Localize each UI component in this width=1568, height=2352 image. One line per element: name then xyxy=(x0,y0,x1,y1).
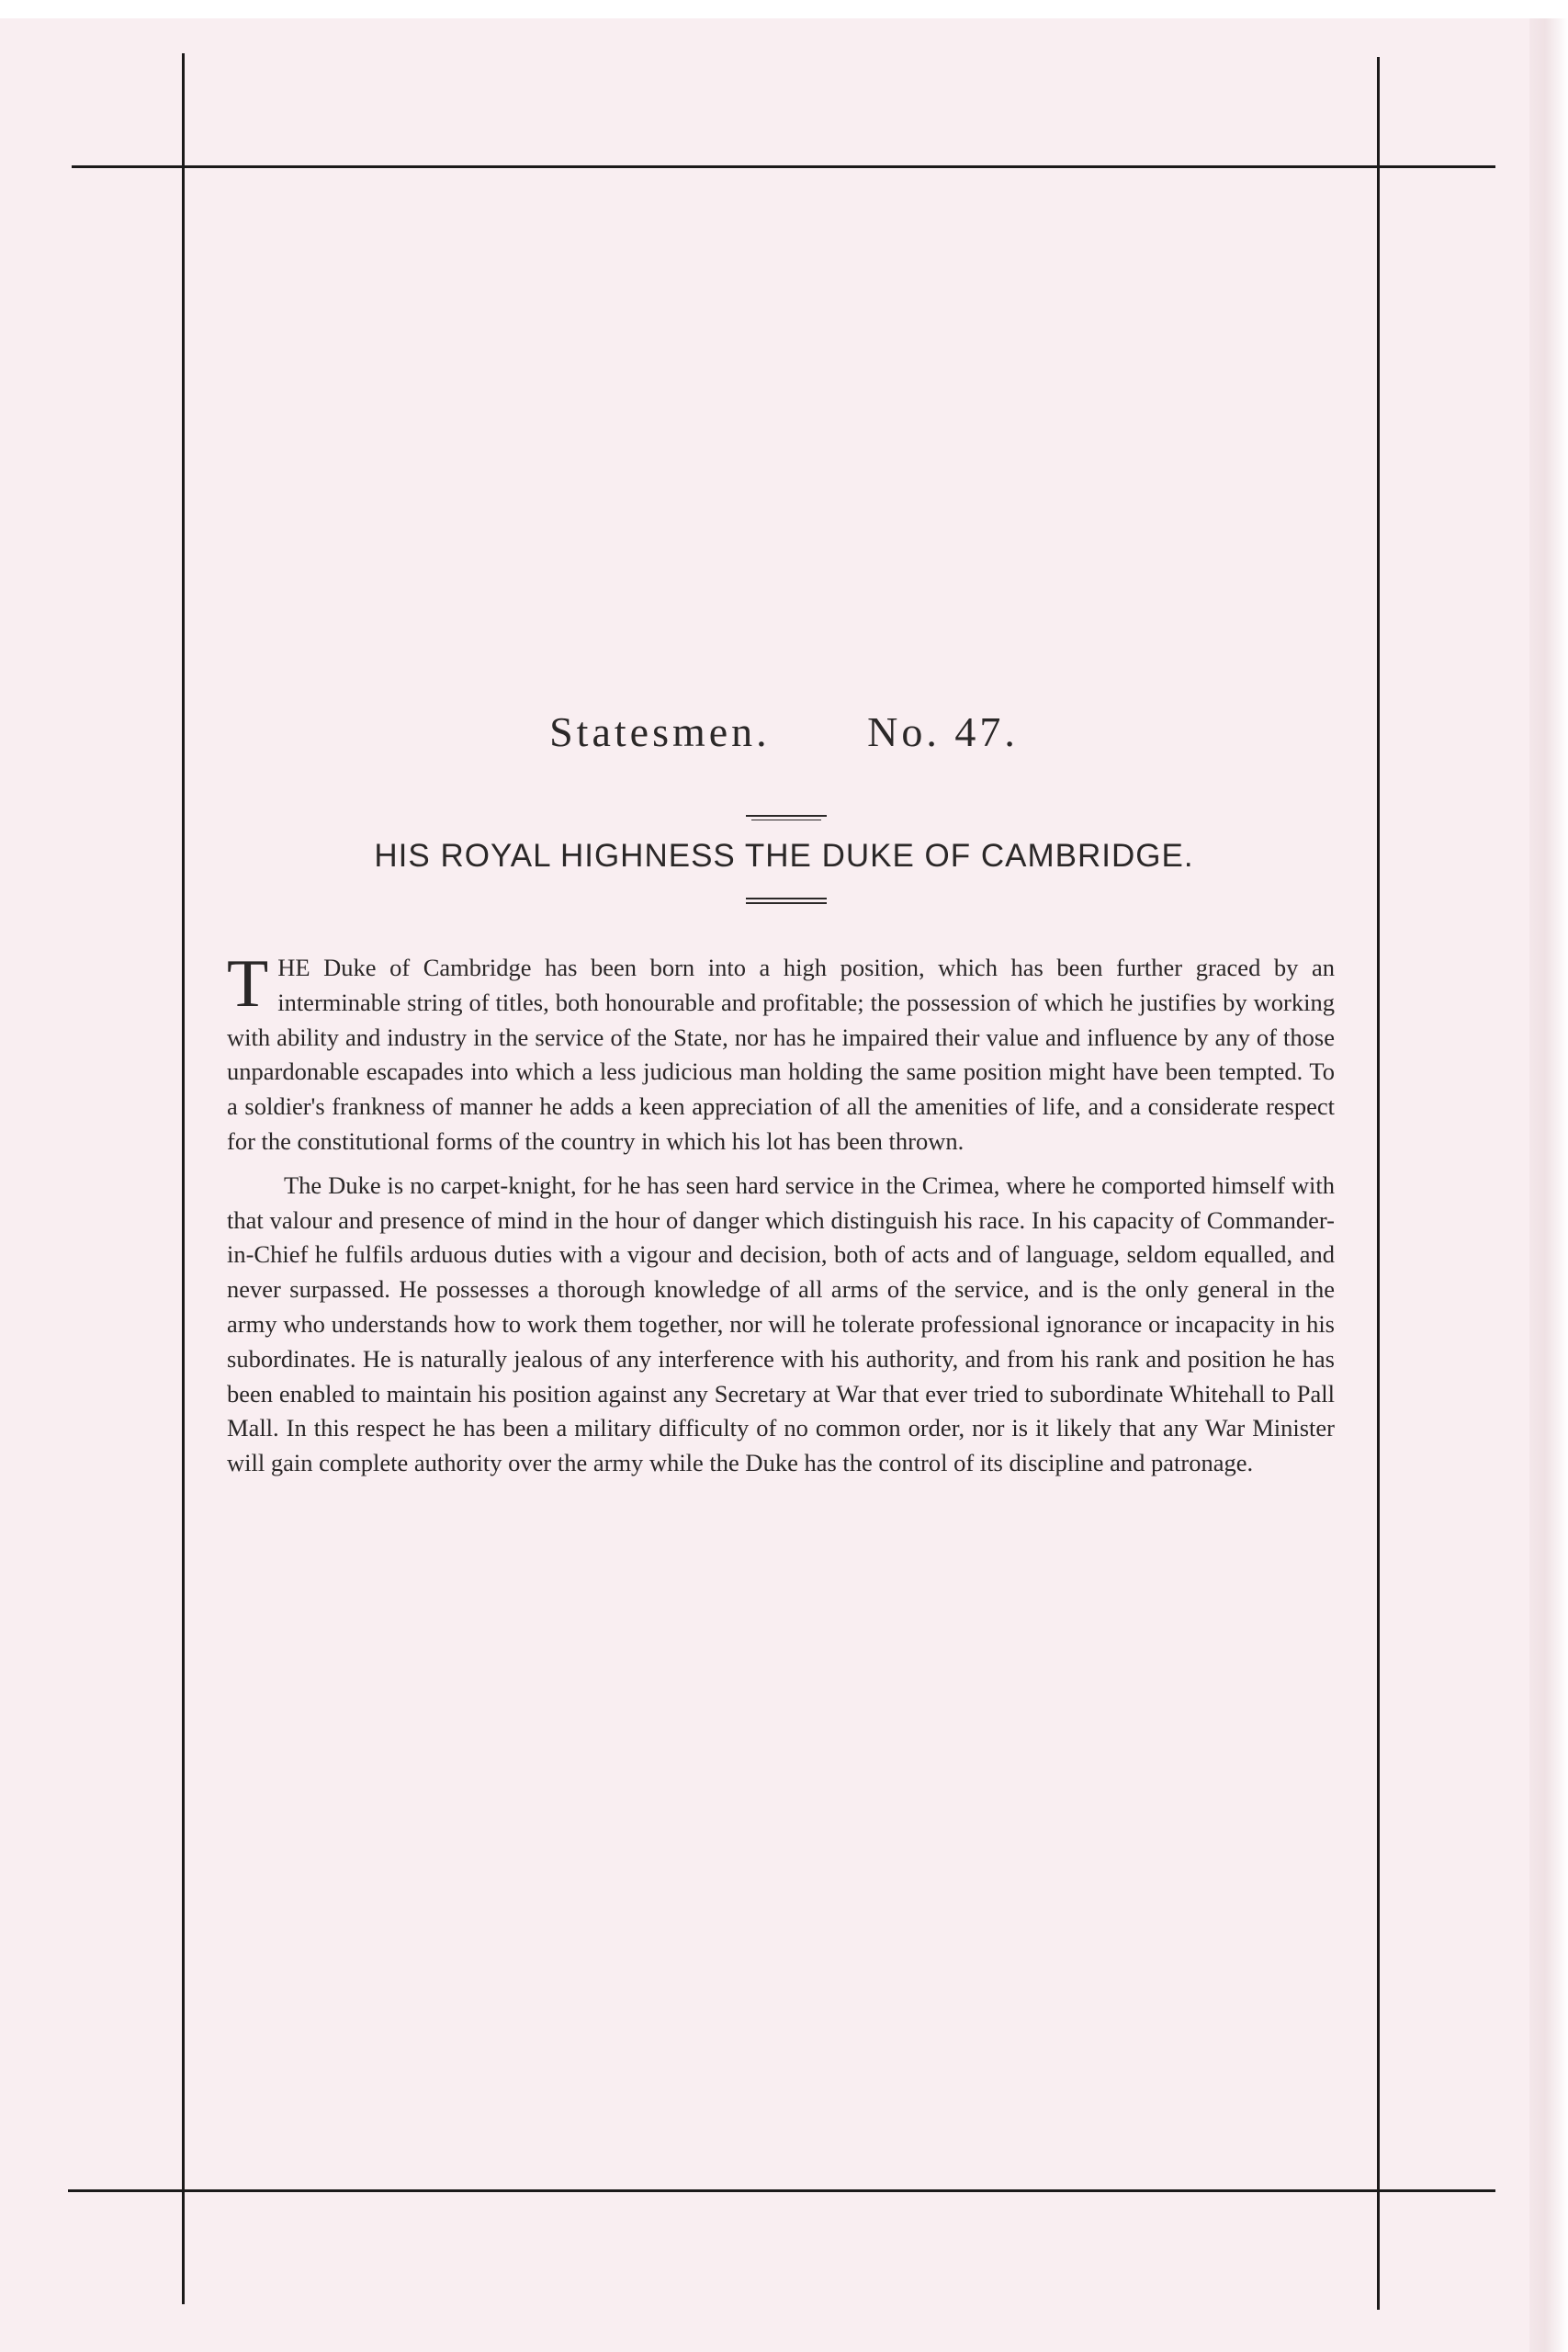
frame-right-rule xyxy=(1377,57,1380,2310)
article-body xyxy=(227,946,1335,1490)
paragraph-1-text: HE Duke of Cambridge has been born into a high position, which has been further graced by an interminable string of titles, both honourable and profitable; the possession of which he justifies by working with ability and industry in the service of the State, nor has he impaired their value and influence by any of those unpardonable escapades into which a less judicious man holding the same position might have been tempted. To a soldier's frankness of manner he adds a keen appreciation of all the amenities of life, and a considerate respect for the constitutional forms of the country in which his lot has been thrown. xyxy=(227,954,1335,1155)
lower-divider-second xyxy=(746,902,827,904)
lower-divider xyxy=(746,898,827,899)
subject-title: HIS ROYAL HIGHNESS THE DUKE OF CAMBRIDGE. xyxy=(374,838,1194,874)
frame-bottom-rule xyxy=(68,2189,1495,2192)
paragraph-2 xyxy=(227,1169,1335,1481)
drop-cap: T xyxy=(227,946,269,1022)
paragraph-2-text: The Duke is no carpet-knight, for he has seen hard service in the Crimea, where he comported himself with that valour and presence of mind in the hour of danger which distinguish his race. In his capacity of Commander-in-Chief he fulfils arduous duties with a vigour and decision, both of acts and of language, seldom equalled, and never surpassed. He possesses a thorough knowledge of all arms of the service, and is the only general in the army who understands how to work them together, nor will he tolerate professional ignorance or incapacity in his subordinates. He is naturally jealous of any interference with his authority, and from his rank and position he has been enabled to maintain his position against any Secretary at War that ever tried to subordinate Whitehall to Pall Mall. In this respect he has been a military difficulty of no common order, nor is it likely that any War Minister will gain complete authority over the army while the Duke has the control of its discipline and patronage. xyxy=(227,1170,1335,1477)
upper-divider xyxy=(746,815,827,817)
page-edge xyxy=(1529,18,1568,2352)
heading-line xyxy=(0,707,1568,756)
series-title: Statesmen. xyxy=(549,708,771,755)
frame-left-rule xyxy=(182,53,185,2304)
number-label: No. 47. xyxy=(867,708,1019,755)
paragraph-1 xyxy=(227,946,1335,1159)
frame-top-rule xyxy=(72,165,1495,168)
